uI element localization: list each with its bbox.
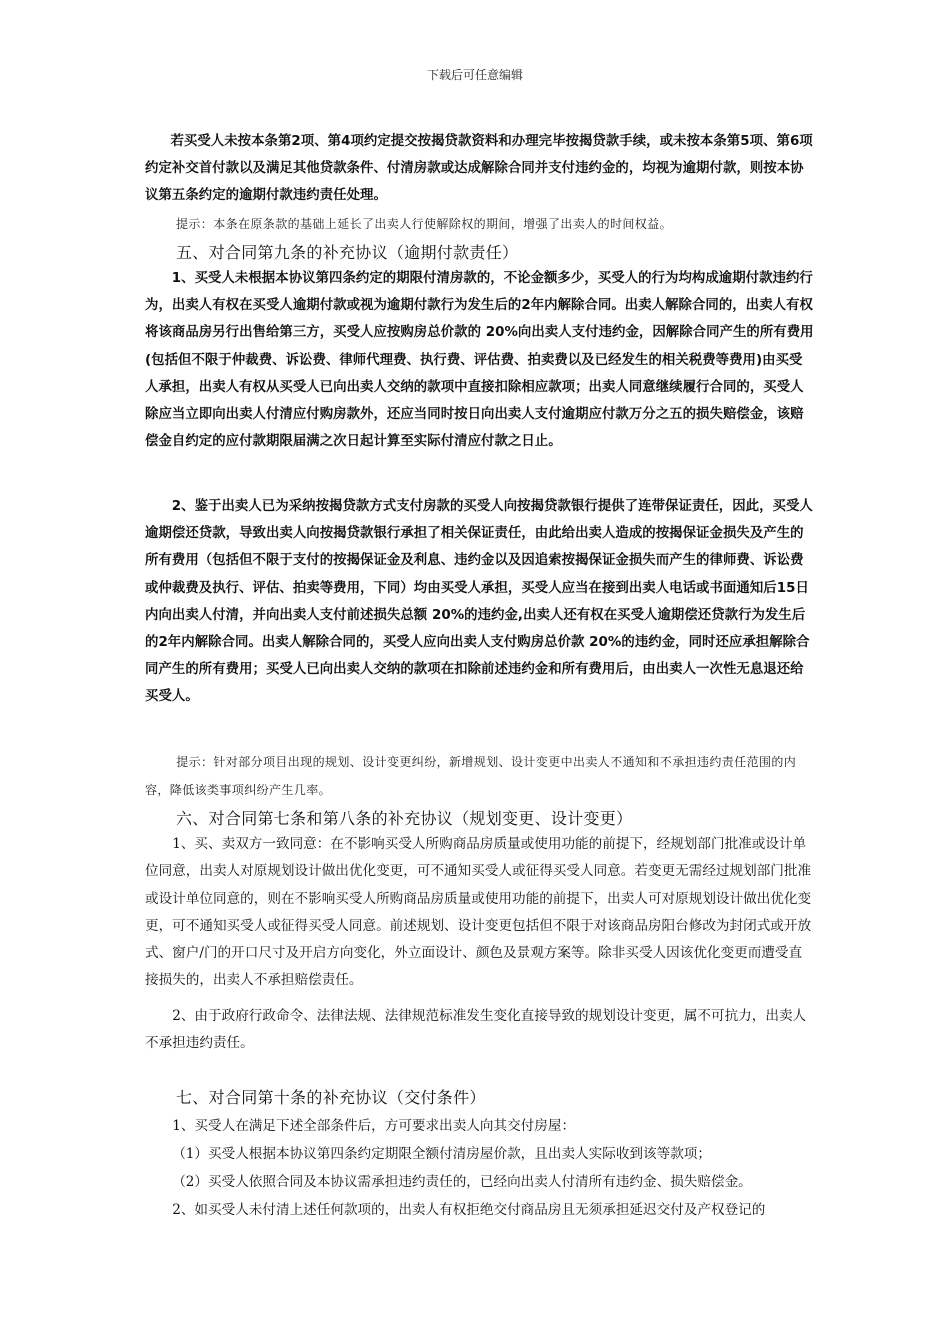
tip-note-2: 提示：针对部分项目出现的规划、设计变更纠纷，新增规划、设计变更中出卖人不通知和不承担违约责任范围的内容，降低该类事项纠纷产生几率。 bbox=[145, 755, 797, 797]
paragraph-6-2: 2、由于政府行政命令、法律法规、法律规范标准发生变化直接导致的规划设计变更，属不可抗力，出卖人不承担违约责任。 bbox=[145, 1008, 807, 1052]
paragraph-7-1b: （2）买受人依照合同及本协议需承担违约责任的，已经向出卖人付清所有违约金、损失赔偿金。 bbox=[172, 1174, 752, 1190]
section-heading-7: 七、对合同第十条的补充协议（交付条件） bbox=[176, 1088, 486, 1107]
paragraph-5-1: 1、买受人未根据本协议第四条约定的期限付清房款的，不论金额多少，买受人的行为均构成逾期付款违约行为，出卖人有权在买受人逾期付款或视为逾期付款行为发生后的2年内解除合同。出卖人解除合同的，出卖人有权将该商品房另行出售给第三方，买受人应按购房总价款的 20%向出卖人支付违约金，因解除合同产生的所有费用(包括但不限于仲裁费、诉讼费、律师代理费、执行费、评估费、拍卖费以及已经发生的相关税费等费用)由买受人承担，出卖人有权从买受人已向出卖人交纳的款项中直接扣除相应款项；出卖人同意继续履行合同的，买受人除应当立即向出卖人付清应付购房款外，还应当同时按日向出卖人支付逾期应付款万分之五的损失赔偿金，该赔偿金自约定的应付款期限届满之次日起计算至实际付清应付款之日止。 bbox=[145, 271, 814, 450]
tip-note-1: 提示：本条在原条款的基础上延长了出卖人行使解除权的期间，增强了出卖人的时间权益。 bbox=[176, 217, 673, 231]
paragraph-7-2: 2、如买受人未付清上述任何款项的，出卖人有权拒绝交付商品房且无须承担延迟交付及产权登记的 bbox=[172, 1202, 766, 1218]
page-header: 下载后可任意编辑 bbox=[426, 68, 523, 82]
paragraph-6-1: 1、买、卖双方一致同意：在不影响买受人所购商品房质量或使用功能的前提下，经规划部门批准或设计单位同意，出卖人对原规划设计做出优化变更，可不通知买受人或征得买受人同意。若变更无需经过规划部门批准或设计单位同意的，则在不影响买受人所购商品房质量或使用功能的前提下，出卖人可对原规划设计做出优化变更，可不通知买受人或征得买受人同意。前述规划、设计变更包括但不限于对该商品房阳台修改为封闭式或开放式、窗户/门的开口尺寸及开启方向变化，外立面设计、颜色及景观方案等。除非买受人因该优化变更而遭受直接损失的，出卖人不承担赔偿责任。 bbox=[145, 836, 812, 989]
paragraph-5-2: 2、鉴于出卖人已为采纳按揭贷款方式支付房款的买受人向按揭贷款银行提供了连带保证责任，因此，买受人逾期偿还贷款，导致出卖人向按揭贷款银行承担了相关保证责任，由此给出卖人造成的按揭保证金损失及产生的所有费用（包括但不限于支付的按揭保证金及利息、违约金以及因追索按揭保证金损失而产生的律师费、诉讼费或仲裁费及执行、评估、拍卖等费用，下同）均由买受人承担，买受人应当在接到出卖人电话或书面通知后15日内向出卖人付清，并向出卖人支付前述损失总额 20%的违约金,出卖人还有权在买受人逾期偿还贷款行为发生后的2年内解除合同。出卖人解除合同的，买受人应向出卖人支付购房总价款 20%的违约金，同时还应承担解除合同产生的所有费用；买受人已向出卖人交纳的款项在扣除前述违约金和所有费用后，由出卖人一次性无息退还给买受人。 bbox=[145, 499, 813, 705]
paragraph-7-1: 1、买受人在满足下述全部条件后，方可要求出卖人向其交付房屋： bbox=[172, 1118, 576, 1134]
section-heading-5: 五、对合同第九条的补充协议（逾期付款责任） bbox=[176, 243, 519, 262]
paragraph-7-1a: （1）买受人根据本协议第四条约定期限全额付清房屋价款，且出卖人实际收到该等款项； bbox=[172, 1146, 711, 1162]
section-heading-6: 六、对合同第七条和第八条的补充协议（规划变更、设计变更） bbox=[176, 809, 633, 828]
paragraph-intro: 若买受人未按本条第2项、第4项约定提交按揭贷款资料和办理完毕按揭贷款手续，或未按本条第5项、第6项约定补交首付款以及满足其他贷款条件、付清房款或达成解除合同并支付违约金的，均视为逾期付款，则按本协议第五条约定的逾期付款违约责任处理。 bbox=[145, 134, 813, 204]
